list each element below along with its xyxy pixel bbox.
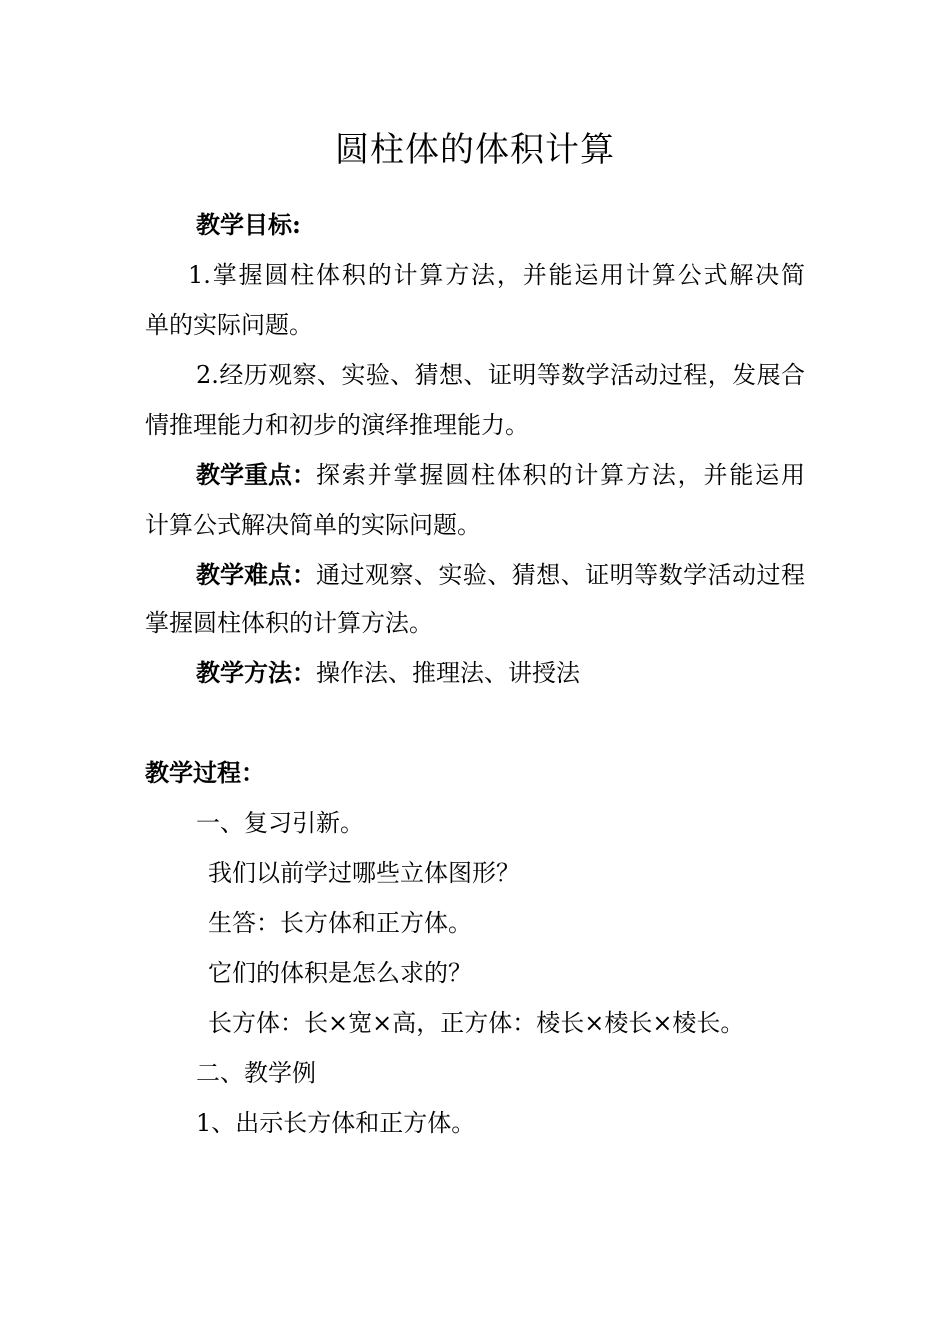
objective-1-line-1: 1.掌握圆柱体积的计算方法，并能运用计算公式解决简 (188, 261, 805, 289)
section-1-heading: 一、复习引新。 (196, 809, 364, 837)
difficulty-line-1 (196, 558, 805, 592)
method-text: 操作法、推理法、讲授法 (316, 659, 580, 687)
key-point-line-2: 计算公式解决简单的实际问题。 (145, 511, 481, 539)
objective-1-line-2: 单的实际问题。 (145, 311, 313, 339)
key-point-label: 教学重点： (196, 460, 316, 489)
step-1: 1、出示长方体和正方体。 (196, 1109, 476, 1137)
method-line (196, 656, 580, 690)
difficulty-text: 通过观察、实验、猜想、证明等数学活动过程 (316, 561, 805, 589)
difficulty-label: 教学难点： (196, 560, 316, 589)
answer-2: 长方体：长×宽×高，正方体：棱长×棱长×棱长。 (208, 1009, 745, 1037)
question-1: 我们以前学过哪些立体图形？ (208, 859, 520, 887)
difficulty-line-2: 掌握圆柱体积的计算方法。 (145, 609, 433, 637)
key-point-line-1 (196, 458, 805, 492)
question-2: 它们的体积是怎么求的？ (208, 959, 472, 987)
objectives-heading: 教学目标: (196, 210, 301, 239)
method-label: 教学方法： (196, 658, 316, 687)
section-2-heading: 二、教学例 (196, 1059, 316, 1087)
key-point-text: 探索并掌握圆柱体积的计算方法，并能运用 (316, 461, 805, 489)
answer-1: 生答：长方体和正方体。 (208, 909, 472, 937)
objective-2-line-2: 情推理能力和初步的演绎推理能力。 (145, 411, 529, 439)
document-title: 圆柱体的体积计算 (335, 130, 615, 170)
objective-2-line-1: 2.经历观察、实验、猜想、证明等数学活动过程，发展合 (196, 361, 805, 389)
process-heading: 教学过程： (145, 758, 265, 787)
